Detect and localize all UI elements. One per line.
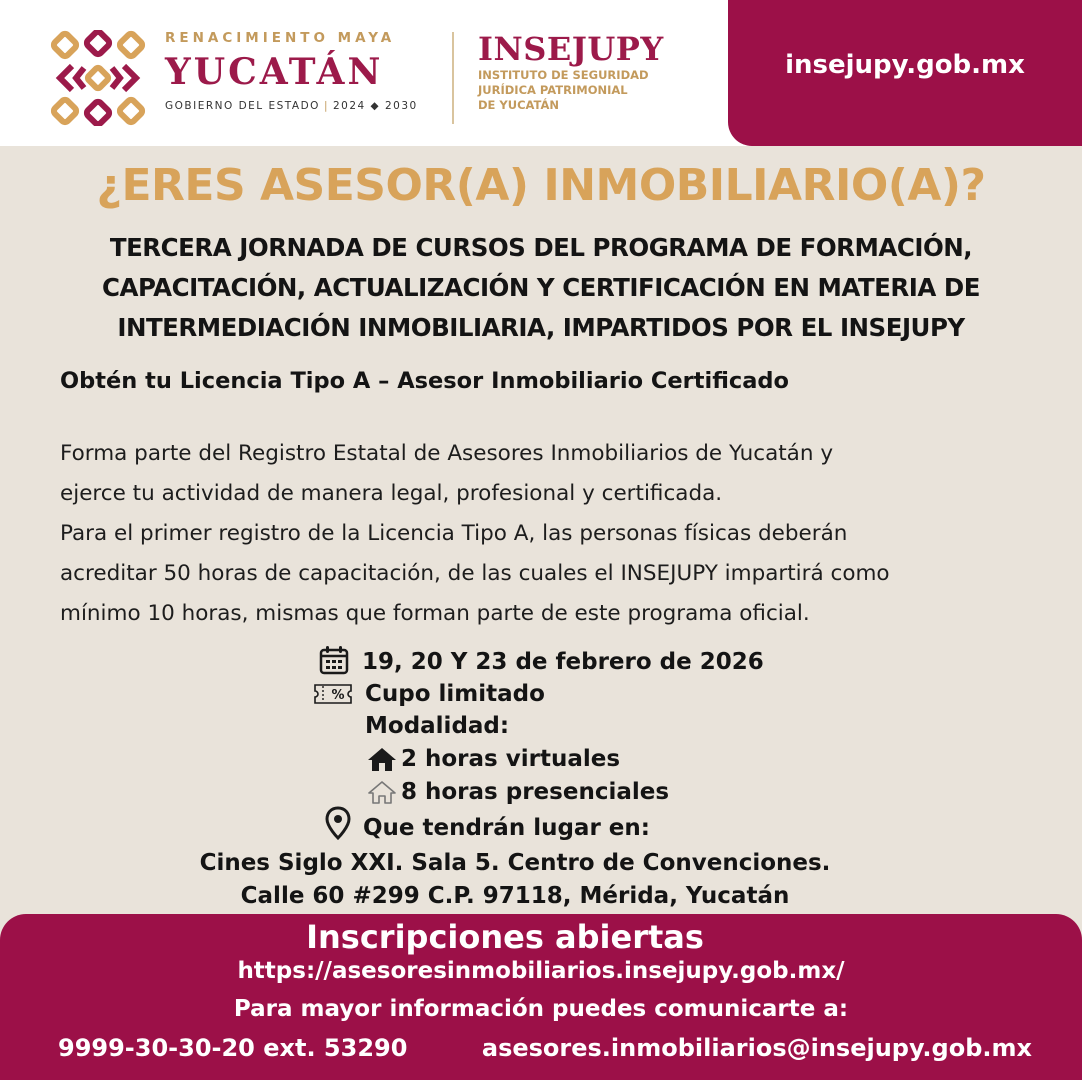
map-pin-icon [324, 806, 352, 840]
gov-label: GOBIERNO DEL ESTADO [165, 100, 320, 112]
house-outline-icon [367, 779, 397, 805]
modality-label: Modalidad: [365, 713, 510, 739]
gov-tagline: RENACIMIENTO MAYA [165, 30, 396, 46]
org-full-line-3: DE YUCATÁN [478, 98, 559, 112]
subheadline-line-3: INTERMEDIACIÓN INMOBILIARIA, IMPARTIDOS POR EL INSEJUPY [117, 313, 965, 342]
page-title: ¿ERES ASESOR(A) INMOBILIARIO(A)? [96, 160, 986, 211]
gov-footer [165, 100, 430, 112]
org-full-line-2: JURÍDICA PATRIMONIAL [478, 83, 628, 97]
contact-label: Para mayor información puedes comunicarte a: [233, 996, 849, 1022]
paragraph-line-5: mínimo 10 horas, mismas que forman parte de este programa oficial. [60, 601, 810, 626]
government-logo-text [165, 30, 430, 112]
header-divider [452, 32, 454, 124]
subheadline [30, 228, 1052, 348]
contact-email[interactable]: asesores.inmobiliarios@insejupy.gob.mx [481, 1034, 1032, 1062]
gov-state: YUCATÁN [165, 51, 384, 93]
venue-line-2: Calle 60 #299 C.P. 97118, Mérida, Yucatán [240, 883, 790, 909]
org-full-line-1: INSTITUTO DE SEGURIDAD [478, 68, 649, 82]
capacity-note: Cupo limitado [365, 681, 545, 707]
paragraph-line-3: Para el primer registro de la Licencia Tipo A, las personas físicas deberán [60, 521, 848, 546]
house-filled-icon [367, 746, 397, 772]
contact-phone[interactable]: 9999-30-30-20 ext. 53290 [58, 1034, 408, 1062]
paragraph-line-2: ejerce tu actividad de manera legal, profesional y certificada. [60, 481, 723, 506]
license-heading: Obtén tu Licencia Tipo A – Asesor Inmobiliario Certificado [60, 368, 789, 394]
divider: | [323, 100, 329, 112]
venue-label: Que tendrán lugar en: [363, 815, 650, 841]
paragraph-line-1: Forma parte del Registro Estatal de Asesores Inmobiliarios de Yucatán y [60, 441, 834, 466]
ticket-percent-icon [313, 683, 353, 705]
registration-title: Inscripciones abiertas [306, 918, 704, 956]
footer-panel [0, 914, 1082, 1080]
insejupy-logo [478, 30, 664, 113]
yucatan-emblem-icon [50, 30, 146, 126]
virtual-hours: 2 horas virtuales [401, 746, 621, 772]
website-link[interactable]: insejupy.gob.mx [785, 50, 1025, 80]
website-badge [728, 0, 1082, 146]
paragraph-line-4: acreditar 50 horas de capacitación, de las cuales el INSEJUPY impartirá como [60, 561, 890, 586]
venue-line-1: Cines Siglo XXI. Sala 5. Centro de Convenciones. [199, 850, 831, 876]
in-person-hours: 8 horas presenciales [401, 779, 670, 805]
org-name: INSEJUPY [478, 30, 664, 68]
subheadline-line-1: TERCERA JORNADA DE CURSOS DEL PROGRAMA DE FORMACIÓN, [109, 233, 973, 262]
gov-years: 2024 ◆ 2030 [332, 100, 418, 112]
event-dates: 19, 20 Y 23 de febrero de 2026 [362, 649, 764, 675]
calendar-icon [318, 644, 350, 676]
description-paragraph [60, 434, 1050, 634]
registration-link[interactable]: https://asesoresinmobiliarios.insejupy.gob.mx/ [237, 958, 845, 984]
svg-text:%: % [331, 688, 345, 703]
subheadline-line-2: CAPACITACIÓN, ACTUALIZACIÓN Y CERTIFICACIÓN EN MATERIA DE [102, 273, 980, 302]
